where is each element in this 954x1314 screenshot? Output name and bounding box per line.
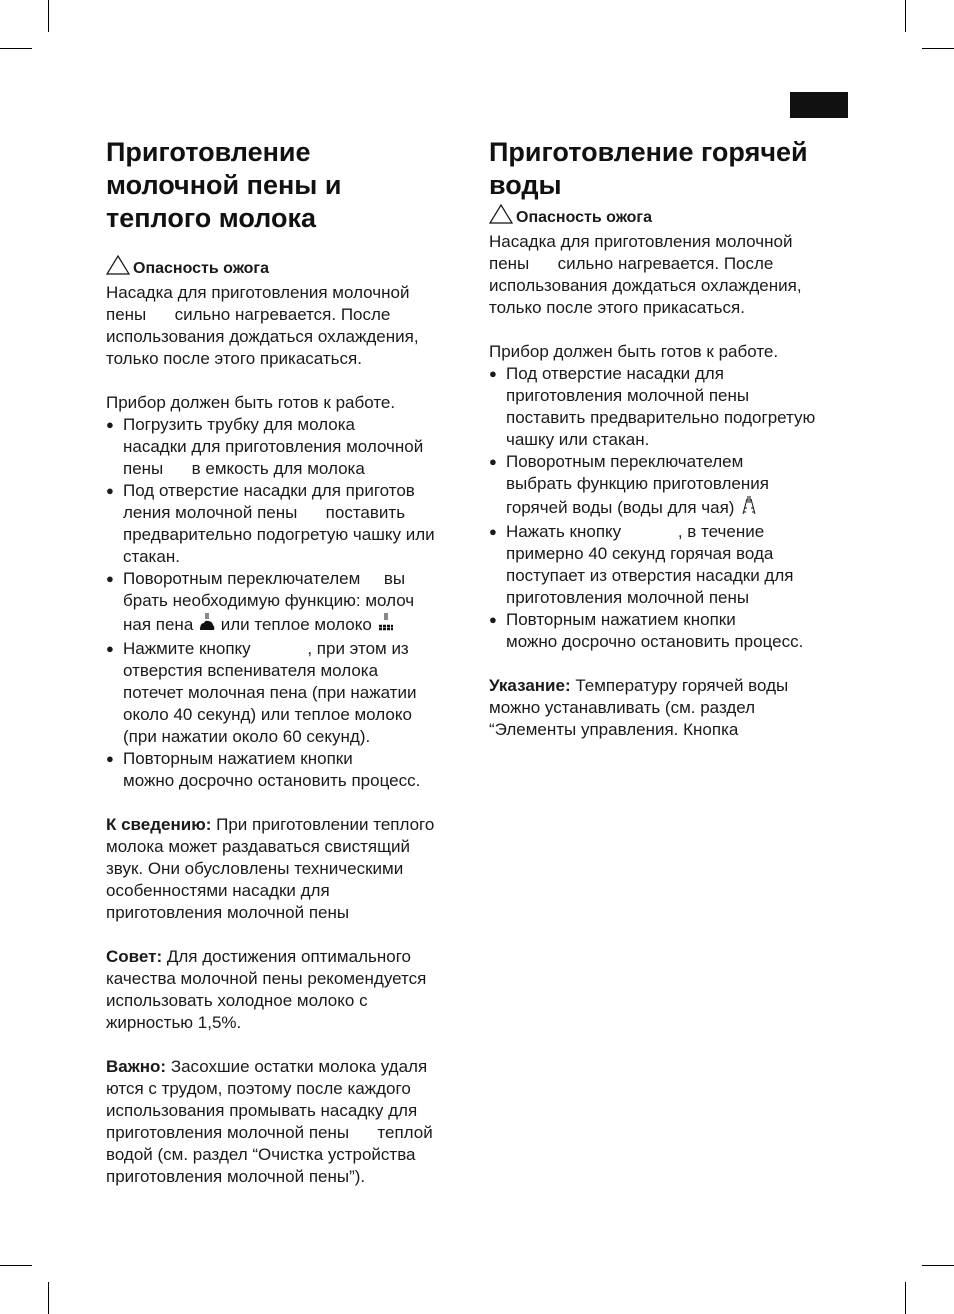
bullet: ● [106, 417, 114, 432]
list-item: ● Нажать кнопку , в течение примерно 40 секунд горячая вода поступает из отверстия насадки для приготовления молочной пены [489, 522, 794, 607]
note-paragraph: К сведению: При приготовлении теплого [106, 815, 435, 834]
tip-paragraph: Совет: Для достижения оптимального [106, 947, 411, 966]
steps-list [489, 363, 849, 653]
bullet: ● [489, 612, 497, 627]
bullet: ● [489, 524, 497, 539]
bullet: ● [106, 641, 114, 656]
crop-mark [922, 1265, 954, 1266]
language-tab-marker [790, 92, 848, 118]
crop-mark [0, 48, 32, 49]
bullet: ● [106, 571, 114, 586]
bullet: ● [489, 454, 497, 469]
milk-foam-section: Приготовление молочной пены и теплого молока Опасность ожога Насадка для приготовления молочной пены сильно нагревается. После использования дождаться охлаждения, только после этого прикасаться. Прибор должен быть готов к работе. ● Погрузить трубку для молока насадки для приготовления молочной пены в емкость для молока ● Под отверстие насадки для приготов ления молочной пены поставить предварительно подогретую чашку или стакан. ● Поворотным переключателем вы брать необходимую функцию: молоч ная пена или теплое молоко ● Нажмите кнопку , при этом из отверстия вспенивателя молока потечет молочная пена (при нажатии около 40 секунд) или теплое молоко (при нажатии около 60 секунд). ● Повторным нажатием кнопки можно досрочно остановить процесс. К сведению: При приготовлении теплого молока может раздаваться свистящий звук. Они обусловлены техническими особенностями насадки для приготовления молочной пены Совет: Для достижения оптимального качества молочной пены рекомендуется использовать холодное молоко с жирностью 1,5%. Важно: Засохшие остатки молока удаля ются с трудом, поэтому после каждого использования промывать насадку для приготовления молочной пены теплой водой (см. раздел “Очистка устройства приготовления молочной пены”). [106, 136, 466, 1188]
crop-mark [48, 1282, 49, 1314]
section-heading: Приготовление горячей воды [489, 137, 808, 200]
warning-text-line: использования дождаться охлаждения, [489, 276, 802, 295]
warning-title: Опасность ожога [489, 204, 849, 231]
crop-mark [905, 1282, 906, 1314]
warning-text-line: пены сильно нагревается. После [106, 305, 391, 324]
list-item: ● Под отверстие насадки для приготовления молочной пены поставить предварительно подогретую чашку или стакан. [489, 364, 816, 449]
warning-text-line: только после этого прикасаться. [489, 298, 745, 317]
bullet: ● [489, 366, 497, 381]
steps-list [106, 414, 466, 792]
crop-mark [905, 0, 906, 32]
warning-text-line: только после этого прикасаться. [106, 349, 362, 368]
warning-text-line: Насадка для приготовления молочной [489, 232, 793, 251]
list-item: ● Повторным нажатием кнопки можно досрочно остановить процесс. [106, 749, 421, 790]
warning-title: Опасность ожога [106, 255, 466, 282]
section-heading: Приготовление молочной пены и теплого молока [106, 137, 342, 233]
warm-milk-icon [377, 612, 395, 638]
warning-triangle-icon [106, 255, 133, 282]
crop-mark [922, 48, 954, 49]
list-item: ● Повторным нажатием кнопки можно досрочно остановить процесс. [489, 610, 804, 651]
important-paragraph: Важно: Засохшие остатки молока удаля [106, 1057, 428, 1076]
list-item: ● Под отверстие насадки для приготов ления молочной пены поставить предварительно подогретую чашку или стакан. [106, 481, 435, 566]
warning-text-line: использования дождаться охлаждения, [106, 327, 419, 346]
list-item: ● Поворотным переключателем вы брать необходимую функцию: молоч ная пена или теплое молоко [106, 568, 466, 638]
list-item: ● Поворотным переключателем выбрать функцию приготовления горячей воды (воды для чая) [489, 451, 849, 521]
warning-text-line: пены сильно нагревается. После [489, 254, 774, 273]
list-item: ● Нажмите кнопку , при этом из отверстия вспенивателя молока потечет молочная пена (при нажатии около 40 секунд) или теплое молоко (при нажатии около 60 секунд). [106, 639, 417, 746]
hot-water-icon [739, 495, 759, 521]
hot-water-section: Приготовление горячей воды Опасность ожога Насадка для приготовления молочной пены сильно нагревается. После использования дождаться охлаждения, только после этого прикасаться. Прибор должен быть готов к работе. ● Под отверстие насадки для приготовления молочной пены поставить предварительно подогретую чашку или стакан. ● Поворотным переключателем выбрать функцию приготовления горячей воды (воды для чая) ● Нажать кнопку , в течение примерно 40 секунд горячая вода поступает из отверстия насадки для приготовления молочной пены ● Повторным нажатием кнопки можно досрочно остановить процесс. Указание: Температуру горячей воды можно устанавливать (см. раздел “Элементы управления. Кнопка [489, 136, 849, 741]
milk-foam-icon [198, 612, 216, 638]
warning-triangle-icon [489, 204, 516, 231]
warning-text-line: Насадка для приготовления молочной [106, 283, 410, 302]
bullet: ● [106, 483, 114, 498]
crop-mark [48, 0, 49, 32]
ready-text: Прибор должен быть готов к работе. [489, 342, 779, 361]
ready-text: Прибор должен быть готов к работе. [106, 393, 396, 412]
crop-mark [0, 1265, 32, 1266]
note-paragraph: Указание: Температуру горячей воды [489, 676, 789, 695]
bullet: ● [106, 751, 114, 766]
list-item: ● Погрузить трубку для молока насадки для приготовления молочной пены в емкость для молока [106, 415, 424, 478]
